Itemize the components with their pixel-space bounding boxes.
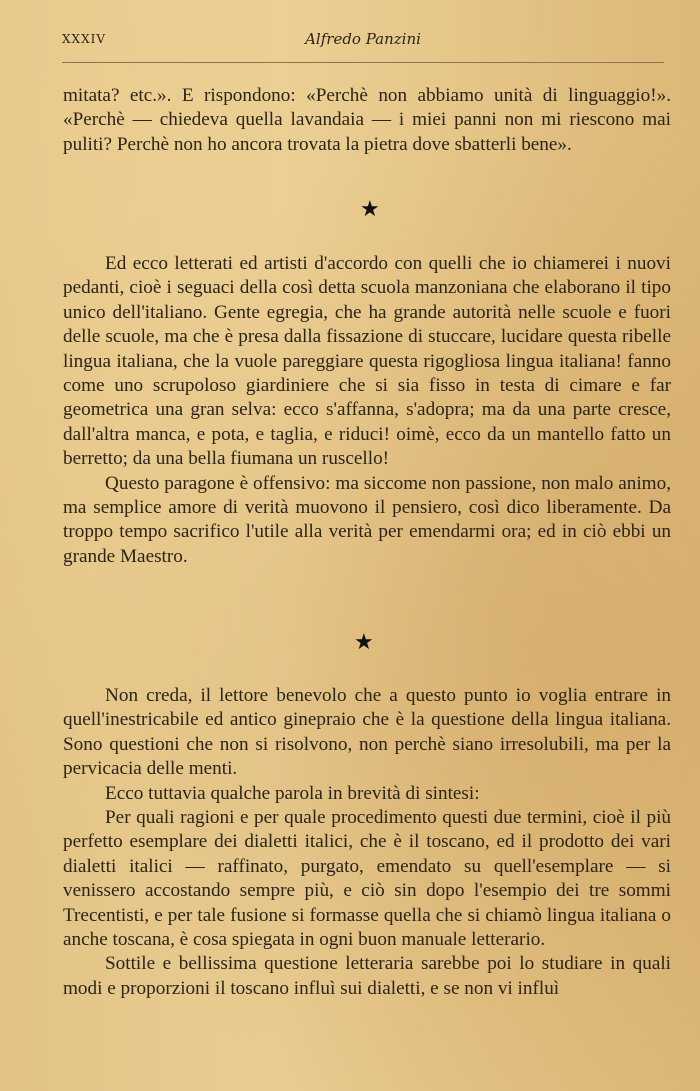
section-separator-star: ★ [360,197,380,222]
section-separator-star: ★ [354,630,374,655]
page-number: XXXIV [62,32,107,46]
paragraph: Ed ecco letterati ed artisti d'accordo con quelli che io chiamerei i nuovi pedanti, cioè i seguaci della così detta scuola manzoniana che elaborano il tipo unico dell'italiano. Gente egregia, che ha grande autorità nelle scuole e fuori delle scuole, ma che è presa dalla fissazione di stuccare, lucidare questa ribelle lingua italiana, che la vuole pareggiare questa rigogliosa lingua italiana! fanno come uno scrupoloso giardiniere che si sia fisso in testa di cimare e far geometrica una gran selva: ecco s'affanna, s'adopra; ma da una parte cresce, dall'altra manca, e pota, e taglia, e riduci! oimè, ecco da un mantello fatto un berretto; da una bella fiumana un ruscello! [63,253,671,470]
running-title: Alfredo Panzini [305,30,421,48]
paragraph: Per quali ragioni e per quale procedimento questi due termini, cioè il più perfetto esemplare dei dialetti italici, che è il toscano, ed il prodotto dei vari dialetti italici — raffinato, purgato, emendato su quell'esemplare — si venissero accostando sempre più, e ciò sin dopo l'esempio dei tre sommi Trecentisti, e per tale fusione si formasse quella che si chiamò lingua italiana o anche toscana, è cosa spiegata in ogni buon manuale letterario. [63,807,671,951]
paragraph: Sottile e bellissima questione letteraria sarebbe poi lo studiare in quali modi e proporzioni il toscano influì sui dialetti, e se non vi influì [63,953,671,999]
section-3 [63,684,671,1001]
paragraph: Ecco tuttavia qualche parola in brevità di sintesi: [105,782,480,804]
header-rule [62,62,664,63]
paragraph: Non creda, il lettore benevolo che a questo punto io voglia entrare in quell'inestricabile ed antico ginepraio che è la questione della lingua italiana. Sono questioni che non si risolvono, non perchè siano irresolubili, ma per la pervicacia delle menti. [63,685,671,780]
paragraph: mitata? etc.». E rispondono: «Perchè non abbiamo unità di linguaggio!». «Perchè — chiedeva quella lavandaia — i miei panni non mi riescono mai puliti? Perchè non ho ancora trovata la pietra dove sbatterli bene». [63,85,671,155]
section-1 [63,84,671,157]
paragraph: Questo paragone è offensivo: ma siccome non passione, non malo animo, ma semplice amore di verità muovono il pensiero, così dico liberamente. Da troppo tempo sacrifico l'utile alla verità per emendarmi ora; ed in ciò ebbi un grande Maestro. [63,472,671,567]
page-header [62,30,664,54]
section-2 [63,252,671,569]
